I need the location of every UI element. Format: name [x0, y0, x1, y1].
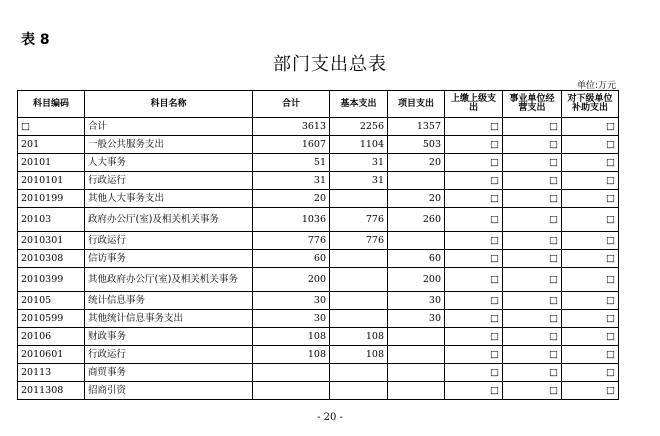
- cell-total: [253, 382, 330, 400]
- cell-subject-code: □: [18, 118, 85, 136]
- cell-operation: □: [503, 208, 562, 232]
- cell-subject-code: 2011308: [18, 382, 85, 400]
- cell-subject-name: 信访事务: [85, 250, 253, 268]
- cell-basic: 31: [330, 172, 388, 190]
- table-number: 表 8: [21, 32, 50, 48]
- header-subject-code: 科目编码: [18, 91, 85, 118]
- cell-subsidy: □: [562, 364, 619, 382]
- cell-basic: [330, 268, 388, 292]
- cell-subject-name: 其他政府办公厅(室)及相关机关事务: [85, 268, 253, 292]
- cell-operation: □: [503, 118, 562, 136]
- cell-project: [388, 232, 445, 250]
- cell-subject-code: 20106: [18, 328, 85, 346]
- cell-superior: □: [445, 208, 503, 232]
- cell-subject-name: 合计: [85, 118, 253, 136]
- cell-total: 3613: [253, 118, 330, 136]
- cell-subsidy: □: [562, 292, 619, 310]
- cell-subject-name: 行政运行: [85, 232, 253, 250]
- cell-total: [253, 364, 330, 382]
- cell-total: 1607: [253, 136, 330, 154]
- cell-project: [388, 382, 445, 400]
- header-basic-expenditure: 基本支出: [330, 91, 388, 118]
- cell-superior: □: [445, 364, 503, 382]
- cell-subsidy: □: [562, 208, 619, 232]
- cell-subsidy: □: [562, 310, 619, 328]
- cell-subsidy: □: [562, 118, 619, 136]
- header-row: [18, 91, 619, 118]
- header-payment-to-superior: 上缴上级支出: [445, 91, 503, 118]
- cell-total: 60: [253, 250, 330, 268]
- cell-subject-code: 2010599: [18, 310, 85, 328]
- cell-basic: 108: [330, 346, 388, 364]
- table-row: [18, 154, 619, 172]
- cell-superior: □: [445, 328, 503, 346]
- cell-superior: □: [445, 136, 503, 154]
- header-subsidy-to-subordinate: 对下级单位补助支出: [562, 91, 619, 118]
- cell-total: 30: [253, 292, 330, 310]
- cell-basic: 31: [330, 154, 388, 172]
- cell-basic: [330, 250, 388, 268]
- cell-superior: □: [445, 292, 503, 310]
- cell-subsidy: □: [562, 172, 619, 190]
- cell-project: [388, 364, 445, 382]
- cell-operation: □: [503, 268, 562, 292]
- cell-superior: □: [445, 118, 503, 136]
- cell-total: 51: [253, 154, 330, 172]
- cell-subject-code: 20103: [18, 208, 85, 232]
- cell-operation: □: [503, 310, 562, 328]
- table-row: [18, 208, 619, 232]
- cell-basic: [330, 364, 388, 382]
- cell-subsidy: □: [562, 328, 619, 346]
- cell-total: 30: [253, 310, 330, 328]
- page-number: - 20 -: [317, 412, 343, 423]
- table-row: [18, 136, 619, 154]
- cell-project: 20: [388, 190, 445, 208]
- header-project-expenditure: 项目支出: [388, 91, 445, 118]
- unit-label: 单位:万元: [576, 81, 616, 91]
- cell-project: 200: [388, 268, 445, 292]
- table-row: [18, 382, 619, 400]
- table-row: [18, 250, 619, 268]
- header-total: 合计: [253, 91, 330, 118]
- cell-subsidy: □: [562, 346, 619, 364]
- cell-project: [388, 346, 445, 364]
- cell-project: 1357: [388, 118, 445, 136]
- cell-basic: 776: [330, 208, 388, 232]
- cell-total: 200: [253, 268, 330, 292]
- cell-subject-name: 招商引资: [85, 382, 253, 400]
- table-row: [18, 292, 619, 310]
- cell-superior: □: [445, 346, 503, 364]
- cell-project: 30: [388, 310, 445, 328]
- cell-total: 20: [253, 190, 330, 208]
- cell-subject-name: 其他人大事务支出: [85, 190, 253, 208]
- table-row: [18, 232, 619, 250]
- table-row: [18, 346, 619, 364]
- cell-subject-code: 2010601: [18, 346, 85, 364]
- cell-basic: [330, 190, 388, 208]
- cell-operation: □: [503, 364, 562, 382]
- cell-superior: □: [445, 154, 503, 172]
- expenditure-table: [17, 90, 619, 400]
- cell-superior: □: [445, 268, 503, 292]
- cell-subject-name: 人大事务: [85, 154, 253, 172]
- cell-total: 108: [253, 346, 330, 364]
- cell-subject-name: 商贸事务: [85, 364, 253, 382]
- cell-superior: □: [445, 190, 503, 208]
- cell-subject-code: 2010199: [18, 190, 85, 208]
- cell-basic: [330, 292, 388, 310]
- cell-subject-name: 财政事务: [85, 328, 253, 346]
- cell-subject-code: 20105: [18, 292, 85, 310]
- cell-total: 1036: [253, 208, 330, 232]
- cell-total: 776: [253, 232, 330, 250]
- cell-subsidy: □: [562, 154, 619, 172]
- cell-operation: □: [503, 250, 562, 268]
- cell-subject-name: 统计信息事务: [85, 292, 253, 310]
- cell-operation: □: [503, 190, 562, 208]
- cell-subject-code: 2010101: [18, 172, 85, 190]
- cell-subject-code: 20113: [18, 364, 85, 382]
- cell-subject-code: 201: [18, 136, 85, 154]
- table-row: [18, 118, 619, 136]
- table-row: [18, 268, 619, 292]
- cell-operation: □: [503, 292, 562, 310]
- cell-project: 30: [388, 292, 445, 310]
- cell-superior: □: [445, 382, 503, 400]
- cell-basic: [330, 310, 388, 328]
- cell-subject-name: 一般公共服务支出: [85, 136, 253, 154]
- cell-operation: □: [503, 136, 562, 154]
- cell-basic: 776: [330, 232, 388, 250]
- cell-subject-name: 行政运行: [85, 346, 253, 364]
- cell-project: [388, 172, 445, 190]
- cell-project: [388, 328, 445, 346]
- cell-superior: □: [445, 172, 503, 190]
- cell-subject-code: 20101: [18, 154, 85, 172]
- cell-operation: □: [503, 346, 562, 364]
- table-row: [18, 328, 619, 346]
- cell-project: 503: [388, 136, 445, 154]
- cell-operation: □: [503, 172, 562, 190]
- cell-operation: □: [503, 328, 562, 346]
- page-title: 部门支出总表: [273, 54, 387, 75]
- cell-total: 108: [253, 328, 330, 346]
- table-row: [18, 364, 619, 382]
- cell-project: 260: [388, 208, 445, 232]
- cell-superior: □: [445, 310, 503, 328]
- cell-subject-name: 其他统计信息事务支出: [85, 310, 253, 328]
- cell-subsidy: □: [562, 136, 619, 154]
- cell-subject-code: 2010308: [18, 250, 85, 268]
- cell-basic: [330, 382, 388, 400]
- table-row: [18, 190, 619, 208]
- cell-superior: □: [445, 250, 503, 268]
- cell-subject-code: 2010399: [18, 268, 85, 292]
- cell-total: 31: [253, 172, 330, 190]
- cell-basic: 108: [330, 328, 388, 346]
- cell-operation: □: [503, 154, 562, 172]
- cell-subsidy: □: [562, 232, 619, 250]
- cell-subject-name: 政府办公厅(室)及相关机关事务: [85, 208, 253, 232]
- table-row: [18, 172, 619, 190]
- table-row: [18, 310, 619, 328]
- cell-subsidy: □: [562, 268, 619, 292]
- cell-subsidy: □: [562, 250, 619, 268]
- cell-subsidy: □: [562, 190, 619, 208]
- header-subject-name: 科目名称: [85, 91, 253, 118]
- cell-project: 60: [388, 250, 445, 268]
- cell-project: 20: [388, 154, 445, 172]
- cell-subject-code: 2010301: [18, 232, 85, 250]
- cell-superior: □: [445, 232, 503, 250]
- cell-basic: 2256: [330, 118, 388, 136]
- cell-subject-name: 行政运行: [85, 172, 253, 190]
- cell-operation: □: [503, 232, 562, 250]
- cell-subsidy: □: [562, 382, 619, 400]
- header-business-operation: 事业单位经营支出: [503, 91, 562, 118]
- cell-basic: 1104: [330, 136, 388, 154]
- cell-operation: □: [503, 382, 562, 400]
